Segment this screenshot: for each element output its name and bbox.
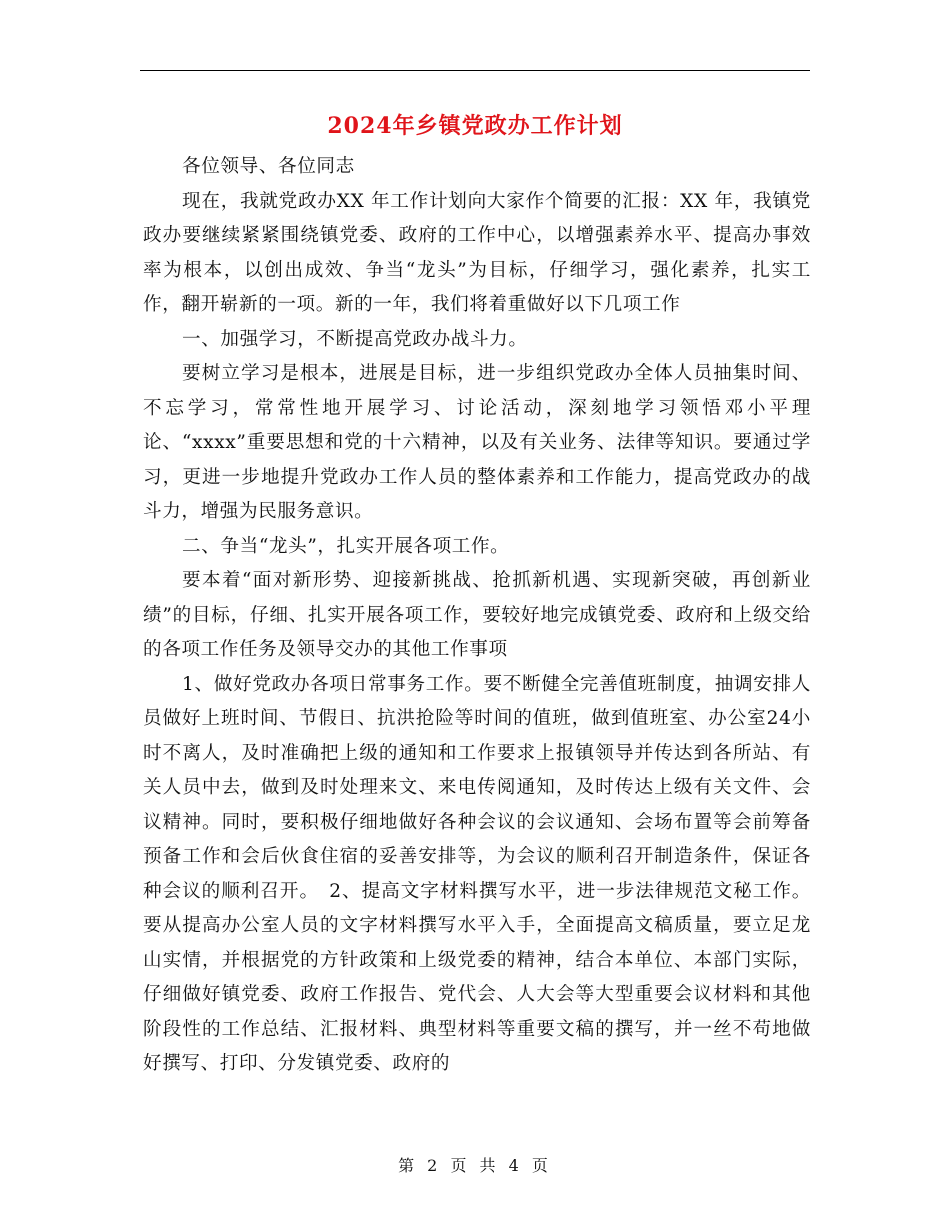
document-title: 2024年乡镇党政办工作计划 — [327, 113, 623, 139]
document-body — [143, 150, 811, 1082]
intro-paragraph: 现在，我就党政办XX 年工作计划向大家作个简要的汇报：XX 年，我镇党政办要继续紧紧围绕镇党委、政府的工作中心，以增强素养水平、提高办事效率为根本，以创出成效、争当“龙头”为目标，仔细学习，强化素养，扎实工作，翻开崭新的一项。新的一年，我们将着重做好以下几项工作 — [143, 190, 811, 315]
section-heading-1: 一、加强学习，不断提高党政办战斗力。 — [182, 328, 528, 350]
section-2-paragraph: 要本着“面对新形势、迎接新挑战、抢抓新机遇、实现新突破，再创新业绩”的目标，仔细、扎实开展各项工作，要较好地完成镇党委、政府和上级交给的各项工作任务及领导交办的其他工作事项 — [143, 570, 811, 660]
section-heading-2: 二、争当“龙头”，扎实开展各项工作。 — [182, 535, 510, 557]
section-1-paragraph: 要树立学习是根本，进展是目标，进一步组织党政办全体人员抽集时间、不忘学习，常常性地开展学习、讨论活动，深刻地学习领悟邓小平理论、“xxxx”重要思想和党的十六精神，以及有关业务、法律等知识。要通过学习，更进一步地提升党政办工作人员的整体素养和工作能力，提高党政办的战斗力，增强为民服务意识。 — [143, 363, 811, 522]
page-footer: 第 2 页 共 4 页 — [398, 1156, 552, 1175]
salutation-paragraph: 各位领导、各位同志 — [182, 156, 355, 177]
item-1-paragraph: 1、做好党政办各项日常事务工作。要不断健全完善值班制度，抽调安排人员做好上班时间、节假日、抗洪抢险等时间的值班，做到值班室、办公室24小时不离人，及时准确把上级的通知和工作要求上报镇领导并传达到各所站、有关人员中去，做到及时处理来文、来电传阅通知，及时传达上级有关文件、会议精神。同时，要积极仔细地做好各种会议的会议通知、会场布置等会前筹备预备工作和会后伙食住宿的妥善安排等，为会议的顺利召开制造条件，保证各种会议的顺利召开。 2、提高文字材料撰写水平，进一步法律规范文秘工作。要从提高办公室人员的文字材料撰写水平入手，全面提高文稿质量，要立足龙山实情，并根据党的方针政策和上级党委的精神，结合本单位、本部门实际，仔细做好镇党委、政府工作报告、党代会、人大会等大型重要会议材料和其他阶段性的工作总结、汇报材料、典型材料等重要文稿的撰写，并一丝不苟地做好撰写、打印、分发镇党委、政府的 — [143, 673, 811, 1074]
header-rule — [140, 70, 810, 71]
